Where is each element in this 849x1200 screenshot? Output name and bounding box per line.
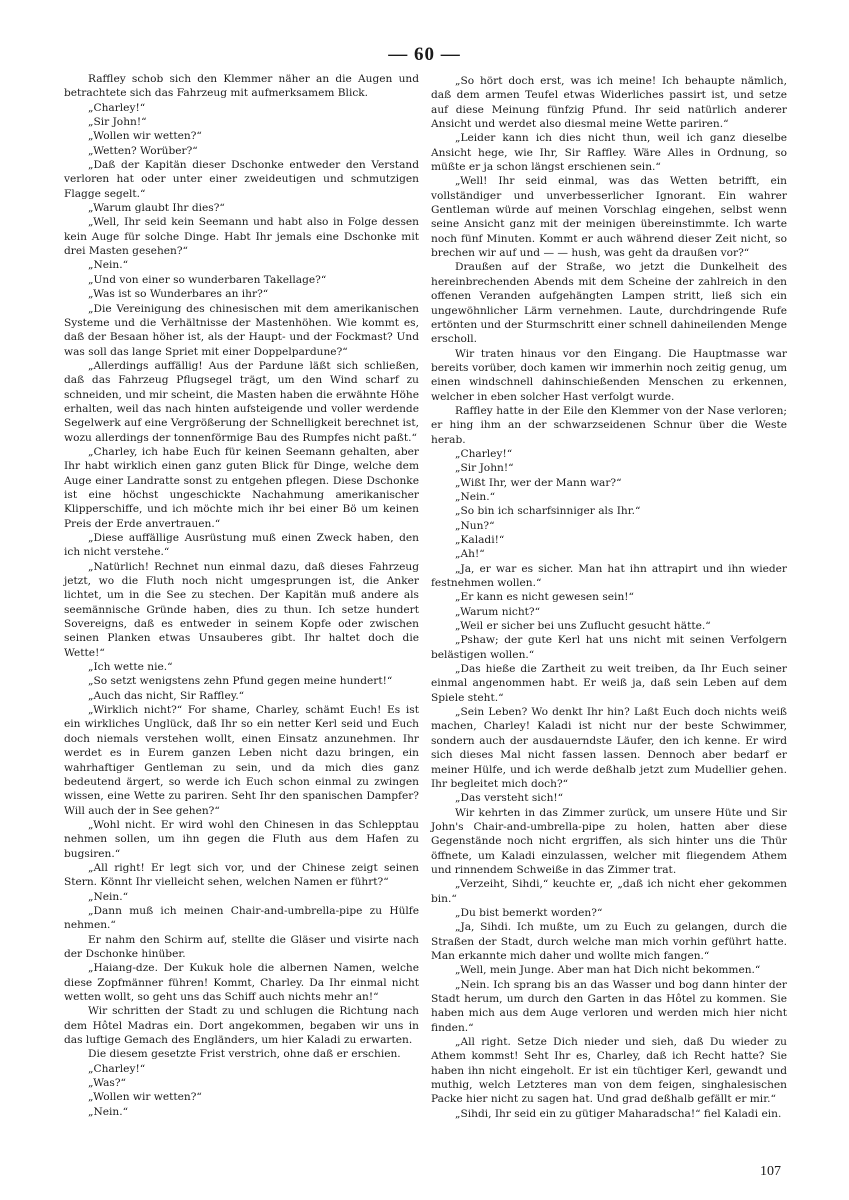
paragraph: „Sir John!“	[455, 462, 514, 475]
paragraph: „Was ist so Wunderbares an ihr?“	[88, 288, 269, 301]
paragraph: „Charley, ich habe Euch für keinen Seemann gehalten, aber Ihr habt wirklich einen ganz guten Blick für Dinge, welche dem Auge einer Landratte sonst zu entgehen pflegen. Diese Dschonke ist eine höchst ungeschickte Nachahmung amerikanischer Klipperschiffe, und ich möchte mich ihr bei einer Bö um keinen Preis der Erde anvertrauen.“	[64, 445, 419, 530]
paragraph: „Nein.“	[88, 1105, 129, 1118]
paragraph: „Well! Ihr seid einmal, was das Wetten betrifft, ein vollständiger und unverbesserlicher Ignorant. Ein wahrer Gentleman würde auf meinen Vorschlag eingehen, selbst wenn seine Ansicht ganz mit der meinigen übereinstimmte. Ich warte noch fünf Minuten. Kommt er auch während dieser Zeit nicht, so brechen wir auf und — — hush, was geht da draußen vor?“	[431, 175, 787, 260]
paragraph: „Charley!“	[88, 1062, 146, 1075]
paragraph: Draußen auf der Straße, wo jetzt die Dunkelheit des hereinbrechenden Abends mit dem Scheine der zahlreich in den offenen Veranden aufgehängten Lampen stritt, ließ sich ein ungewöhnlicher Lärm vernehmen. Laute, durchdringende Rufe ertönten und der Sturmschritt einer schnell dahineilenden Menge erscholl.	[431, 261, 787, 346]
paragraph: „So setzt wenigstens zehn Pfund gegen meine hundert!“	[88, 675, 393, 688]
paragraph: „Charley!“	[455, 447, 513, 460]
paragraph: „Ja, Sihdi. Ich mußte, um zu Euch zu gelangen, durch die Straßen der Stadt, durch welche man mich vorhin geführt hatte. Man erkannte mich daher und wollte mich fangen.“	[431, 921, 787, 962]
paragraph: „Dann muß ich meinen Chair-and-umbrella-pipe zu Hülfe nehmen.“	[64, 904, 419, 932]
paragraph: „Kaladi!“	[455, 534, 505, 546]
paragraph: „Weil er sicher bei uns Zuflucht gesucht hätte.“	[455, 620, 711, 633]
paragraph: „Ja, er war es sicher. Man hat ihn attrapirt und ihn wieder festnehmen wollen.“	[431, 562, 787, 590]
paragraph: „Daß der Kapitän dieser Dschonke entweder den Verstand verloren hat oder unter einer zweideutigen und schmutzigen Flagge segelt.“	[64, 159, 419, 200]
paragraph: „Nein.“	[455, 490, 496, 503]
paragraph: „Ah!“	[455, 548, 485, 561]
paragraph: „Das hieße die Zartheit zu weit treiben, da Ihr Euch seiner einmal angenommen habt. Er weiß ja, daß sein Leben auf dem Spiele steht.“	[431, 663, 787, 704]
paragraph: „Sihdi, Ihr seid ein zu gütiger Maharadscha!“ fiel Kaladi ein.	[455, 1107, 782, 1120]
paragraph: „Ich wette nie.“	[88, 661, 173, 674]
paragraph: „Verzeiht, Sihdi,“ keuchte er, „daß ich nicht eher gekommen bin.“	[431, 878, 787, 905]
paragraph: Die diesem gesetzte Frist verstrich, ohne daß er erschien.	[88, 1048, 401, 1061]
paragraph: „Die Vereinigung des chinesischen mit dem amerikanischen Systeme und die Verhältnisse der Mastenhöhen. Wie kommt es, daß der Besaan höher ist, als der Haupt- und der Fockmast? Und was soll das lange Spriet mit einer Doppelpardune?“	[64, 302, 419, 358]
paragraph: „Allerdings auffällig! Aus der Pardune läßt sich schließen, daß das Fahrzeug Pflugsegel trägt, um den Wind scharf zu schneiden, und mir scheint, die Masten haben die erwähnte Höhe erhalten, weil das nach hinten aufsteigende und voller werdende Segelwerk auf eine Vergrößerung der Schnelligkeit berechnet ist, wozu allerdings der tonnenförmige Bau des Rumpfes nicht paßt.“	[64, 359, 419, 444]
paragraph: Raffley hatte in der Eile den Klemmer von der Nase verloren; er hing ihm an der schwarzseidenen Schnur über die Weste herab.	[431, 404, 787, 446]
paragraph: „Und von einer so wunderbaren Takellage?“	[88, 273, 327, 286]
paragraph: Er nahm den Schirm auf, stellte die Gläser und visirte nach der Dschonke hinüber.	[64, 933, 419, 960]
paragraph: „Wirklich nicht?“ For shame, Charley, schämt Euch! Es ist ein wirkliches Unglück, daß Ihr so ein netter Kerl seid und Euch doch niemals verstehen wollt, einen Einsatz anzunehmen. Ihr werdet es in Eurem ganzen Leben nicht dazu bringen, ein wahrhaftiger Gentleman zu sein, und da mich dies ganz bedeutend ärgert, so werde ich Euch schon einmal zu zwingen wissen, eine Wette zu pariren. Seht Ihr den spanischen Dampfer? Will auch der in See gehen?“	[64, 704, 419, 817]
paragraph: Wir traten hinaus vor den Eingang. Die Hauptmasse war bereits vorüber, doch kamen wir immerhin noch zeitig genug, um einen windschnell dahinschießenden Menschen zu erkennen, welcher in eben solcher Hast verfolgt wurde.	[431, 347, 787, 403]
paragraph: „Wollen wir wetten?“	[88, 130, 202, 143]
paragraph: „So hört doch erst, was ich meine! Ich behaupte nämlich, daß dem armen Teufel etwas Widerliches passirt ist, und setze auf diese Meinung fünfzig Pfund. Ihr seid natürlich anderer Ansicht und werdet also diesmal meine Wette pariren.“	[431, 75, 787, 131]
page-header-number: — 60 —	[388, 44, 461, 65]
right-column	[431, 74, 787, 1121]
paragraph: „Nein.“	[88, 890, 129, 903]
paragraph: „Haiang-dze. Der Kukuk hole die albernen Namen, welche diese Zopfmänner führen! Kommt, Charley. Da Ihr einmal nicht wetten wollt, so geht uns das Schiff auch nichts mehr an!“	[64, 962, 419, 1003]
paragraph: „Wollen wir wetten?“	[88, 1091, 202, 1104]
paragraph: „All right. Setze Dich nieder und sieh, daß Du wieder zu Athem kommst! Seht Ihr es, Charley, daß ich Recht hatte? Sie haben ihn nicht eingeholt. Er ist ein tüchtiger Kerl, gewandt und muthig, welch Letzteres man von dem feigen, singhalesischen Packe hier nicht zu sagen hat. Und grad deßhalb gefällt er mir.“	[431, 1036, 787, 1106]
paragraph: „Wißt Ihr, wer der Mann war?“	[455, 476, 622, 489]
paragraph: „Charley!“	[88, 101, 146, 114]
paragraph: „Nein.“	[88, 259, 129, 272]
page-footer-number: 107	[760, 1164, 781, 1179]
paragraph: Wir schritten der Stadt zu und schlugen die Richtung nach dem Hôtel Madras ein. Dort angekommen, begaben wir uns in das luftige Gemach des Engländers, um hier Kaladi zu erwarten.	[64, 1005, 419, 1047]
paragraph: „Auch das nicht, Sir Raffley.“	[88, 689, 245, 702]
paragraph: „Sir John!“	[88, 116, 147, 129]
paragraph: „Leider kann ich dies nicht thun, weil ich ganz dieselbe Ansicht hege, wie Ihr, Sir Raffley. Wäre Alles in Ordnung, so müßte er ja schon längst erschienen sein.“	[431, 132, 787, 174]
paragraph: „So bin ich scharfsinniger als Ihr.“	[455, 505, 641, 518]
paragraph: „Natürlich! Rechnet nun einmal dazu, daß dieses Fahrzeug jetzt, wo die Fluth noch nicht umgesprungen ist, die Anker lichtet, um in die See zu stechen. Der Kapitän muß andere als seemännische Gründe haben, dies zu thun. Ich setze hundert Sovereigns, daß es entweder in seinem Kopfe oder zwischen seinen Planken etwas Unsauberes gibt. Ihr haltet doch die Wette!“	[64, 560, 419, 659]
paragraph: „Wetten? Worüber?“	[88, 144, 198, 157]
left-column	[64, 72, 419, 1119]
paragraph: „Diese auffällige Ausrüstung muß einen Zweck haben, den ich nicht verstehe.“	[64, 532, 419, 559]
paragraph: „Pshaw; der gute Kerl hat uns nicht mit seinen Verfolgern belästigen wollen.“	[431, 634, 787, 661]
paragraph: Raffley schob sich den Klemmer näher an die Augen und betrachtete sich das Fahrzeug mit aufmerksamem Blick.	[64, 73, 419, 100]
paragraph: „All right! Er legt sich vor, und der Chinese zeigt seinen Stern. Könnt Ihr vielleicht sehen, welchen Namen er führt?“	[64, 861, 419, 889]
paragraph: „Nun?“	[455, 519, 495, 532]
paragraph: „Warum nicht?“	[455, 605, 541, 618]
paragraph: „Wohl nicht. Er wird wohl den Chinesen in das Schlepptau nehmen sollen, um ihn gegen die Fluth aus dem Hafen zu bugsiren.“	[64, 818, 419, 860]
paragraph: „Well, mein Junge. Aber man hat Dich nicht bekommen.“	[455, 964, 761, 977]
paragraph: „Warum glaubt Ihr dies?“	[88, 202, 225, 215]
paragraph: Wir kehrten in das Zimmer zurück, um unsere Hüte und Sir John's Chair-and-umbrella-pipe zu holen, hatten aber diese Gegenstände noch nicht ergriffen, als sich hinter uns die Thür öffnete, um Kaladi einzulassen, welcher mit fliegendem Athem und rinnendem Schweiße in das Zimmer trat.	[431, 806, 787, 876]
paragraph: „Du bist bemerkt worden?“	[455, 906, 603, 919]
paragraph: „Well, Ihr seid kein Seemann und habt also in Folge dessen kein Auge für solche Dinge. Habt Ihr jemals eine Dschonke mit drei Masten gesehen?“	[64, 216, 419, 258]
paragraph: „Sein Leben? Wo denkt Ihr hin? Laßt Euch doch nichts weiß machen, Charley! Kaladi ist nicht nur der beste Schwimmer, sondern auch der ausdauerndste Läufer, den ich kenne. Er wird sich dieses Mal nicht fassen lassen. Dennoch aber bedarf er meiner Hülfe, und ich werde deßhalb jetzt zum Mudellier gehen. Ihr begleitet mich doch?“	[431, 706, 787, 790]
paragraph: „Was?“	[88, 1077, 126, 1090]
paragraph: „Das versteht sich!“	[455, 792, 564, 805]
paragraph: „Er kann es nicht gewesen sein!“	[455, 591, 634, 604]
paragraph: „Nein. Ich sprang bis an das Wasser und bog dann hinter der Stadt herum, um durch den Garten in das Hôtel zu kommen. Sie haben mich aus dem Auge verloren und werden mich hier nicht finden.“	[431, 978, 787, 1034]
